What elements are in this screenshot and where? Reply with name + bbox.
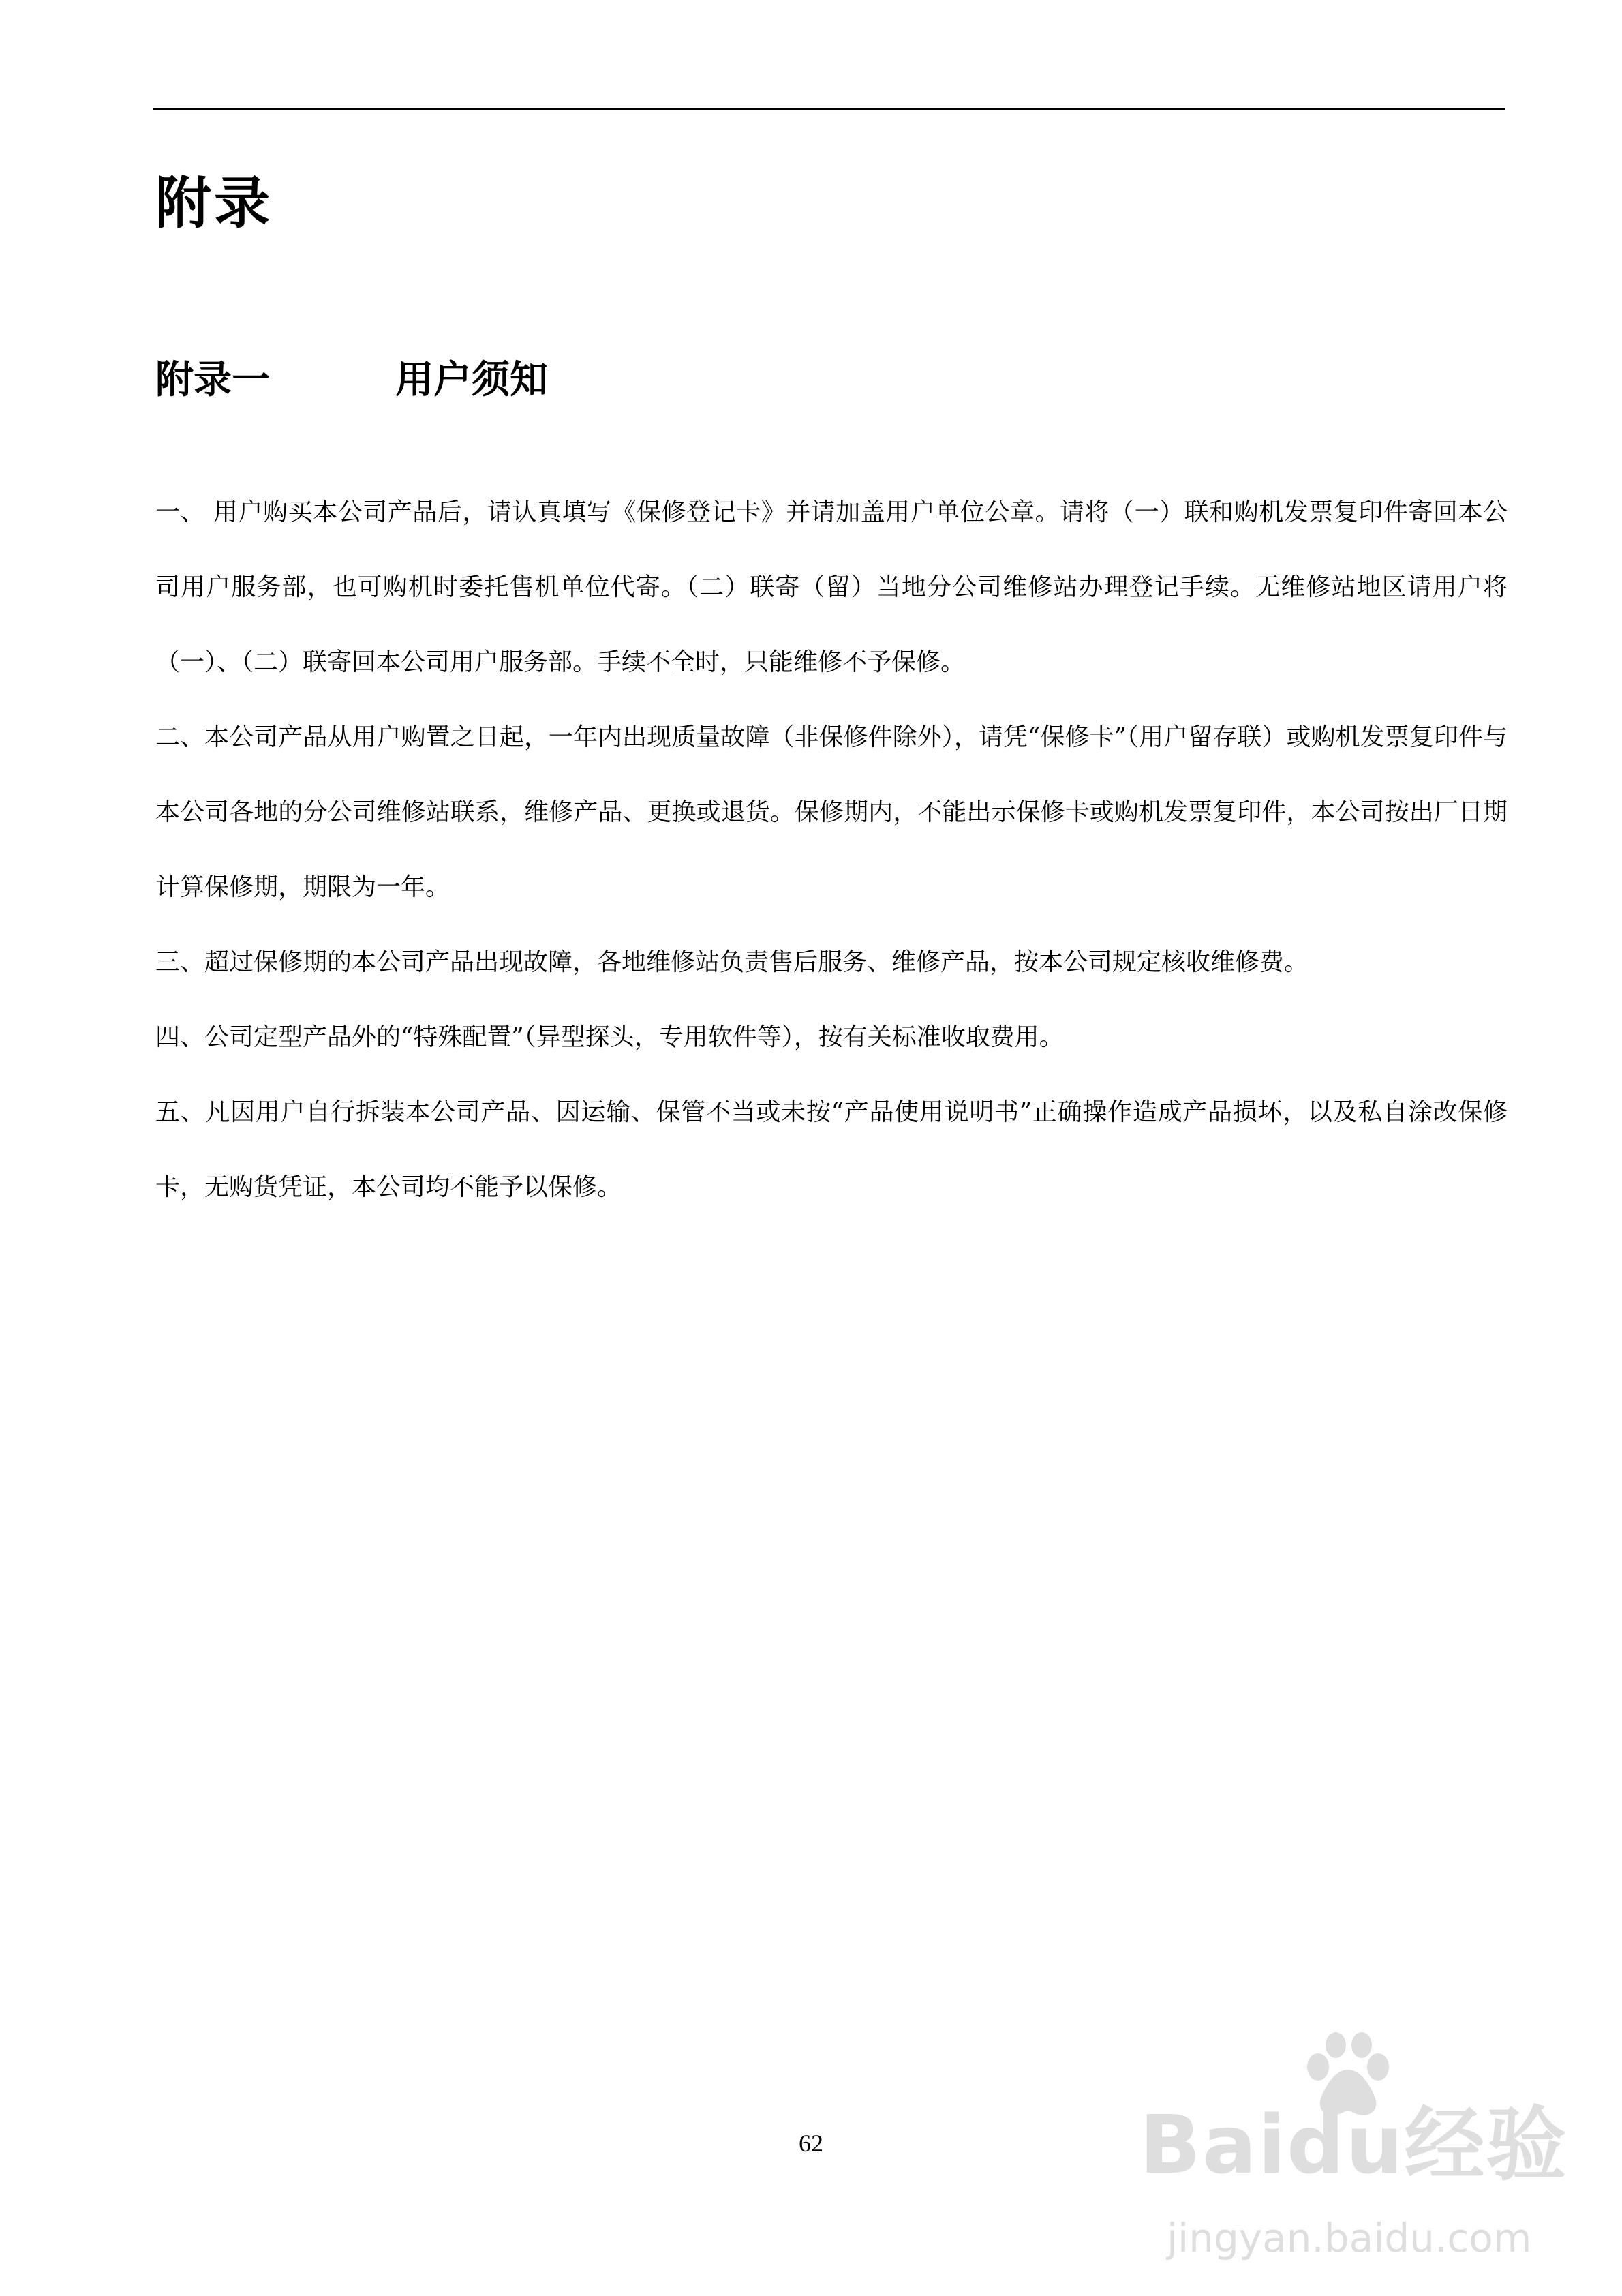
watermark-url: jingyan.baidu.com: [1167, 2215, 1532, 2261]
notice-body: [155, 475, 1508, 1225]
notice-paragraph: 一、 用户购买本公司产品后，请认真填写《保修登记卡》并请加盖用户单位公章。请将（一）联和购机发票复印件寄回本公司用户服务部，也可购机时委托售机单位代寄。（二）联寄（留）当地分公司维修站办理登记手续。无维修站地区请用户将（一）、（二）联寄回本公司用户服务部。手续不全时，只能维修不予保修。: [155, 498, 1508, 676]
notice-paragraph: 三、超过保修期的本公司产品出现故障，各地维修站负责售后服务、维修产品，按本公司规定核收维修费。: [155, 948, 1309, 976]
notice-paragraph: 四、公司定型产品外的“特殊配置”（异型探头，专用软件等），按有关标准收取费用。: [155, 1023, 1064, 1051]
page-title: 附录: [155, 171, 273, 236]
section-number: 附录一: [155, 358, 270, 402]
section-heading: [155, 353, 548, 408]
watermark-brand: Baidu经验: [1139, 2098, 1568, 2192]
section-title: 用户须知: [395, 358, 548, 402]
page-number: 62: [799, 2130, 823, 2157]
watermark: [1139, 2031, 1589, 2277]
notice-paragraph: 二、本公司产品从用户购置之日起，一年内出现质量故障（非保修件除外），请凭“保修卡”（用户留存联）或购机发票复印件与本公司各地的分公司维修站联系，维修产品、更换或退货。保修期内，不能出示保修卡或购机发票复印件，本公司按出厂日期计算保修期，期限为一年。: [155, 723, 1508, 901]
notice-paragraph: 五、凡因用户自行拆装本公司产品、因运输、保管不当或未按“产品使用说明书”正确操作造成产品损坏，以及私自涂改保修卡，无购货凭证，本公司均不能予以保修。: [155, 1098, 1508, 1201]
header-rule: [153, 108, 1505, 110]
